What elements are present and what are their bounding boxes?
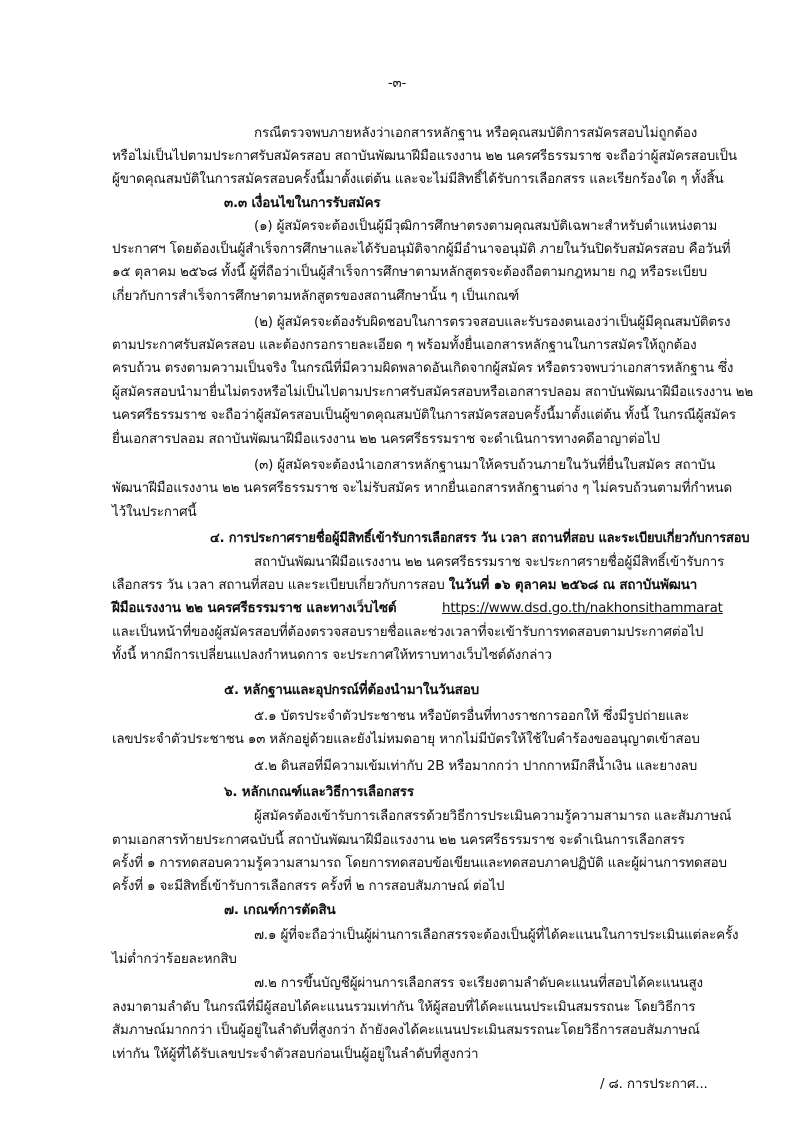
- announcement-date: ในวันที่ ๑๖ ตุลาคม ๒๕๖๘ ณ สถาบันพัฒนา: [448, 578, 698, 593]
- paragraph-line: เกี่ยวกับการสำเร็จการศึกษาตามหลักสูตรของสถานศึกษานั้น ๆ เป็นเกณฑ์: [112, 289, 520, 304]
- page-number: -๓-: [387, 76, 407, 91]
- paragraph-line: ผู้สมัครต้องเข้ารับการเลือกสรรด้วยวิธีการประเมินความรู้ความสามารถ และสัมภาษณ์: [254, 809, 732, 824]
- paragraph-line: ครบถ้วน ตรงตามความเป็นจริง ในกรณีที่มีความผิดพลาดอันเกิดจากผู้สมัคร หรือตรวจพบว่าเอกสารหลักฐาน ซึ่ง: [112, 361, 734, 376]
- paragraph-line: เลขประจำตัวประชาชน ๑๓ หลักอยู่ด้วยและยังไม่หมดอายุ หากไม่มีบัตรให้ใช้ใบคำร้องขออนุญาตเข้าสอบ: [112, 732, 700, 747]
- paragraph-line: ผู้ขาดคุณสมบัติในการสมัครสอบครั้งนี้มาตั้งแต่ต้น และจะไม่มีสิทธิ์ได้รับการเลือกสรร และเรียกร้องใด ๆ ทั้งสิ้น: [112, 172, 724, 187]
- paragraph-line: ตามเอกสารท้ายประกาศฉบับนี้ สถาบันพัฒนาฝีมือแรงงาน ๒๒ นครศรีธรรมราช จะดำเนินการเลือกสรร: [112, 833, 685, 848]
- paragraph-line: กรณีตรวจพบภายหลังว่าเอกสารหลักฐาน หรือคุณสมบัติการสมัครสอบไม่ถูกต้อง: [254, 126, 698, 141]
- paragraph-line: ไว้ในประกาศนี้: [112, 505, 197, 520]
- continuation-footer: / ๘. การประกาศ...: [600, 1077, 708, 1092]
- text-run: เลือกสรร วัน เวลา สถานที่สอบ และระเบียบเกี่ยวกับการสอบ: [112, 578, 449, 593]
- paragraph-line: ลงมาตามลำดับ ในกรณีที่มีผู้สอบได้คะแนนรวมเท่ากัน ให้ผู้สอบที่ได้คะแนนประเมินสมรรถนะ โดยวิธีการ: [112, 1000, 696, 1015]
- paragraph-line: ๑๕ ตุลาคม ๒๕๖๘ ทั้งนี้ ผู้ที่ถือว่าเป็นผู้สำเร็จการศึกษาตามหลักสูตรจะต้องถือตามกฎหมาย กฎ หรือระเบียบ: [112, 265, 707, 280]
- website-link[interactable]: https://www.dsd.go.th/nakhonsithammarat: [442, 601, 723, 616]
- paragraph-line: พัฒนาฝีมือแรงงาน ๒๒ นครศรีธรรมราช จะไม่รับสมัคร หากยื่นเอกสารหลักฐานต่าง ๆ ไม่ครบถ้วนตามที่กำหนด: [112, 481, 733, 496]
- paragraph-line: ผู้สมัครสอบนำมายื่นไม่ตรงหรือไม่เป็นไปตามประกาศรับสมัครสอบหรือเอกสารปลอม สถาบันพัฒนาฝีมือแรงงาน ๒๒: [112, 385, 754, 400]
- paragraph-line: ทั้งนี้ หากมีการเปลี่ยนแปลงกำหนดการ จะประกาศให้ทราบทางเว็บไซต์ดังกล่าว: [112, 648, 552, 663]
- paragraph-line: ๗.๒ การขึ้นบัญชีผู้ผ่านการเลือกสรร จะเรียงตามลำดับคะแนนที่สอบได้คะแนนสูง: [254, 976, 703, 991]
- section-heading-6: ๖. หลักเกณฑ์และวิธีการเลือกสรร: [224, 785, 414, 800]
- section-heading-5: ๕. หลักฐานและอุปกรณ์ที่ต้องนำมาในวันสอบ: [224, 683, 479, 698]
- paragraph-line: หรือไม่เป็นไปตามประกาศรับสมัครสอบ สถาบันพัฒนาฝีมือแรงงาน ๒๒ นครศรีธรรมราช จะถือว่าผู้สมัครสอบเป็น: [112, 149, 737, 164]
- section-heading-4: ๔. การประกาศรายชื่อผู้มีสิทธิ์เข้ารับการเลือกสรร วัน เวลา สถานที่สอบ และระเบียบเกี่ยวกับการสอบ: [210, 531, 750, 546]
- paragraph-line: ครั้งที่ ๑ จะมีสิทธิ์เข้ารับการเลือกสรร ครั้งที่ ๒ การสอบสัมภาษณ์ ต่อไป: [112, 879, 505, 894]
- paragraph-line: ไม่ต่ำกว่าร้อยละหกสิบ: [112, 952, 237, 967]
- paragraph-line: (๒) ผู้สมัครจะต้องรับผิดชอบในการตรวจสอบและรับรองตนเองว่าเป็นผู้มีคุณสมบัติตรง: [254, 315, 731, 330]
- paragraph-line: สัมภาษณ์มากกว่า เป็นผู้อยู่ในลำดับที่สูงกว่า ถ้ายังคงได้คะแนนประเมินสมรรถนะโดยวิธีการสอบสัมภาษณ์: [112, 1023, 700, 1038]
- paragraph-line: [112, 578, 697, 594]
- paragraph-line: ยื่นเอกสารปลอม สถาบันพัฒนาฝีมือแรงงาน ๒๒ นครศรีธรรมราช จะดำเนินการทางคดีอาญาต่อไป: [112, 432, 660, 447]
- paragraph-line: และเป็นหน้าที่ของผู้สมัครสอบที่ต้องตรวจสอบรายชื่อและช่วงเวลาที่จะเข้ารับการทดสอบตามประกาศต่อไป: [112, 625, 704, 640]
- paragraph-line: สถาบันพัฒนาฝีมือแรงงาน ๒๒ นครศรีธรรมราช จะประกาศรายชื่อผู้มีสิทธิ์เข้ารับการ: [254, 555, 725, 570]
- paragraph-line: ครั้งที่ ๑ การทดสอบความรู้ความสามารถ โดยการทดสอบข้อเขียนและทดสอบภาคปฏิบัติ และผู้ผ่านการทดสอบ: [112, 856, 727, 871]
- paragraph-line: ตามประกาศรับสมัครสอบ และต้องกรอกรายละเอียด ๆ พร้อมทั้งยื่นเอกสารหลักฐานในการสมัครให้ถูกต้อง: [112, 338, 697, 353]
- paragraph-line: เท่ากัน ให้ผู้ที่ได้รับเลขประจำตัวสอบก่อนเป็นผู้อยู่ในลำดับที่สูงกว่า: [112, 1047, 479, 1062]
- paragraph-line: ๕.๒ ดินสอที่มีความเข้มเท่ากับ 2B หรือมากกว่า ปากกาหมึกสีน้ำเงิน และยางลบ: [254, 759, 698, 774]
- paragraph-line: ๗.๑ ผู้ที่จะถือว่าเป็นผู้ผ่านการเลือกสรรจะต้องเป็นผู้ที่ได้คะแนนในการประเมินแต่ละครั้ง: [254, 928, 739, 943]
- paragraph-line: (๑) ผู้สมัครจะต้องเป็นผู้มีวุฒิการศึกษาตรงตามคุณสมบัติเฉพาะสำหรับตำแหน่งตาม: [254, 219, 718, 234]
- text-run: ฝีมือแรงงาน ๒๒ นครศรีธรรมราช และทางเว็บไซต์: [112, 601, 397, 616]
- paragraph-line: [112, 601, 723, 617]
- section-heading-3-3: ๓.๓ เงื่อนไขในการรับสมัคร: [224, 196, 381, 211]
- paragraph-line: ประกาศฯ โดยต้องเป็นผู้สำเร็จการศึกษาและได้รับอนุมัติจากผู้มีอำนาจอนุมัติ ภายในวันปิดรับสมัครสอบ คือวันที่: [112, 242, 731, 257]
- paragraph-line: นครศรีธรรมราช จะถือว่าผู้สมัครสอบเป็นผู้ขาดคุณสมบัติในการสมัครสอบครั้งนี้มาตั้งแต่ต้น ทั้งนี้ ในกรณีผู้สมัคร: [112, 408, 736, 423]
- paragraph-line: (๓) ผู้สมัครจะต้องนำเอกสารหลักฐานมาให้ครบถ้วนภายในวันที่ยื่นใบสมัคร สถาบัน: [254, 458, 716, 473]
- paragraph-line: ๕.๑ บัตรประจำตัวประชาชน หรือบัตรอื่นที่ทางราชการออกให้ ซึ่งมีรูปถ่ายและ: [254, 709, 690, 724]
- section-heading-7: ๗. เกณฑ์การตัดสิน: [224, 903, 336, 918]
